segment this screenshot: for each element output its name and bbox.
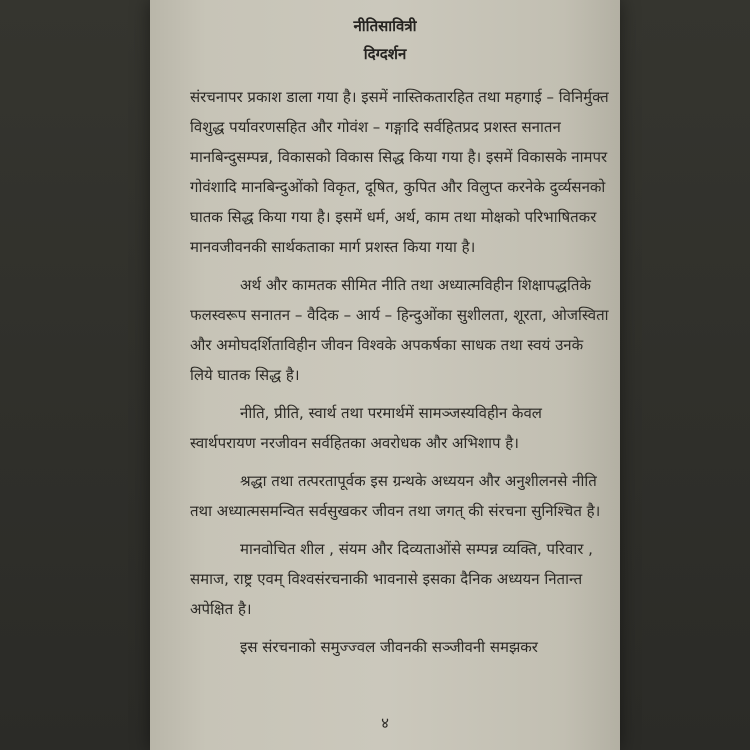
paragraph-4: श्रद्धा तथा तत्परतापूर्वक इस ग्रन्थके अध्ययन और अनुशीलनसे नीति तथा अध्यात्मसमन्वित सर्वसुखकर जीवन तथा जगत् की संरचना सुनिश्चित है। bbox=[190, 472, 601, 520]
page-number: ४ bbox=[381, 714, 389, 732]
paragraph-5: मानवोचित शील , संयम और दिव्यताओंसे सम्पन्न व्यक्ति, परिवार , समाज, राष्ट्र एवम् विश्वसंरचनाकी भावनासे इसका दैनिक अध्ययन नितान्त अपेक्षित है। bbox=[190, 540, 593, 618]
paragraph-1: संरचनापर प्रकाश डाला गया है। इसमें नास्तिकतारहित तथा महगाई – विनिर्मुक्त विशुद्ध पर्यावरणसहित और गोवंश – गङ्गादि सर्वहितप्रद प्रशस्त सनातन मानबिन्दुसम्पन्न, विकासको विकास सिद्ध किया गया है। इसमें विकासके नामपर गोवंशादि मानबिन्दुओंको विकृत, दूषित, कुपित और विलुप्त करनेके दुर्व्यसनको घातक सिद्ध किया गया है। इसमें धर्म, अर्थ, काम तथा मोक्षको परिभाषितकर मानवजीवनकी सार्थकताका मार्ग प्रशस्त किया गया है। bbox=[190, 88, 609, 256]
section-title: दिग्दर्शन bbox=[363, 45, 407, 63]
paragraph-3: नीति, प्रीति, स्वार्थ तथा परमार्थमें सामञ्जस्यविहीन केवल स्वार्थपरायण नरजीवन सर्वहितका अवरोधक और अभिशाप है। bbox=[190, 404, 542, 452]
running-title: नीतिसावित्री bbox=[353, 17, 417, 35]
paragraph-2: अर्थ और कामतक सीमित नीति तथा अध्यात्मविहीन शिक्षापद्धतिके फलस्वरूप सनातन – वैदिक – आर्य – हिन्दुओंका सुशीलता, शूरता, ओजस्विता और अमोघदर्शिताविहीन जीवन विश्वके अपकर्षका साधक तथा स्वयं उनके लिये घातक सिद्ध है। bbox=[190, 276, 609, 384]
paragraph-6: इस संरचनाको समुज्ज्वल जीवनकी सञ्जीवनी समझकर bbox=[240, 638, 538, 656]
body-text bbox=[190, 82, 610, 662]
book-page bbox=[150, 0, 620, 750]
